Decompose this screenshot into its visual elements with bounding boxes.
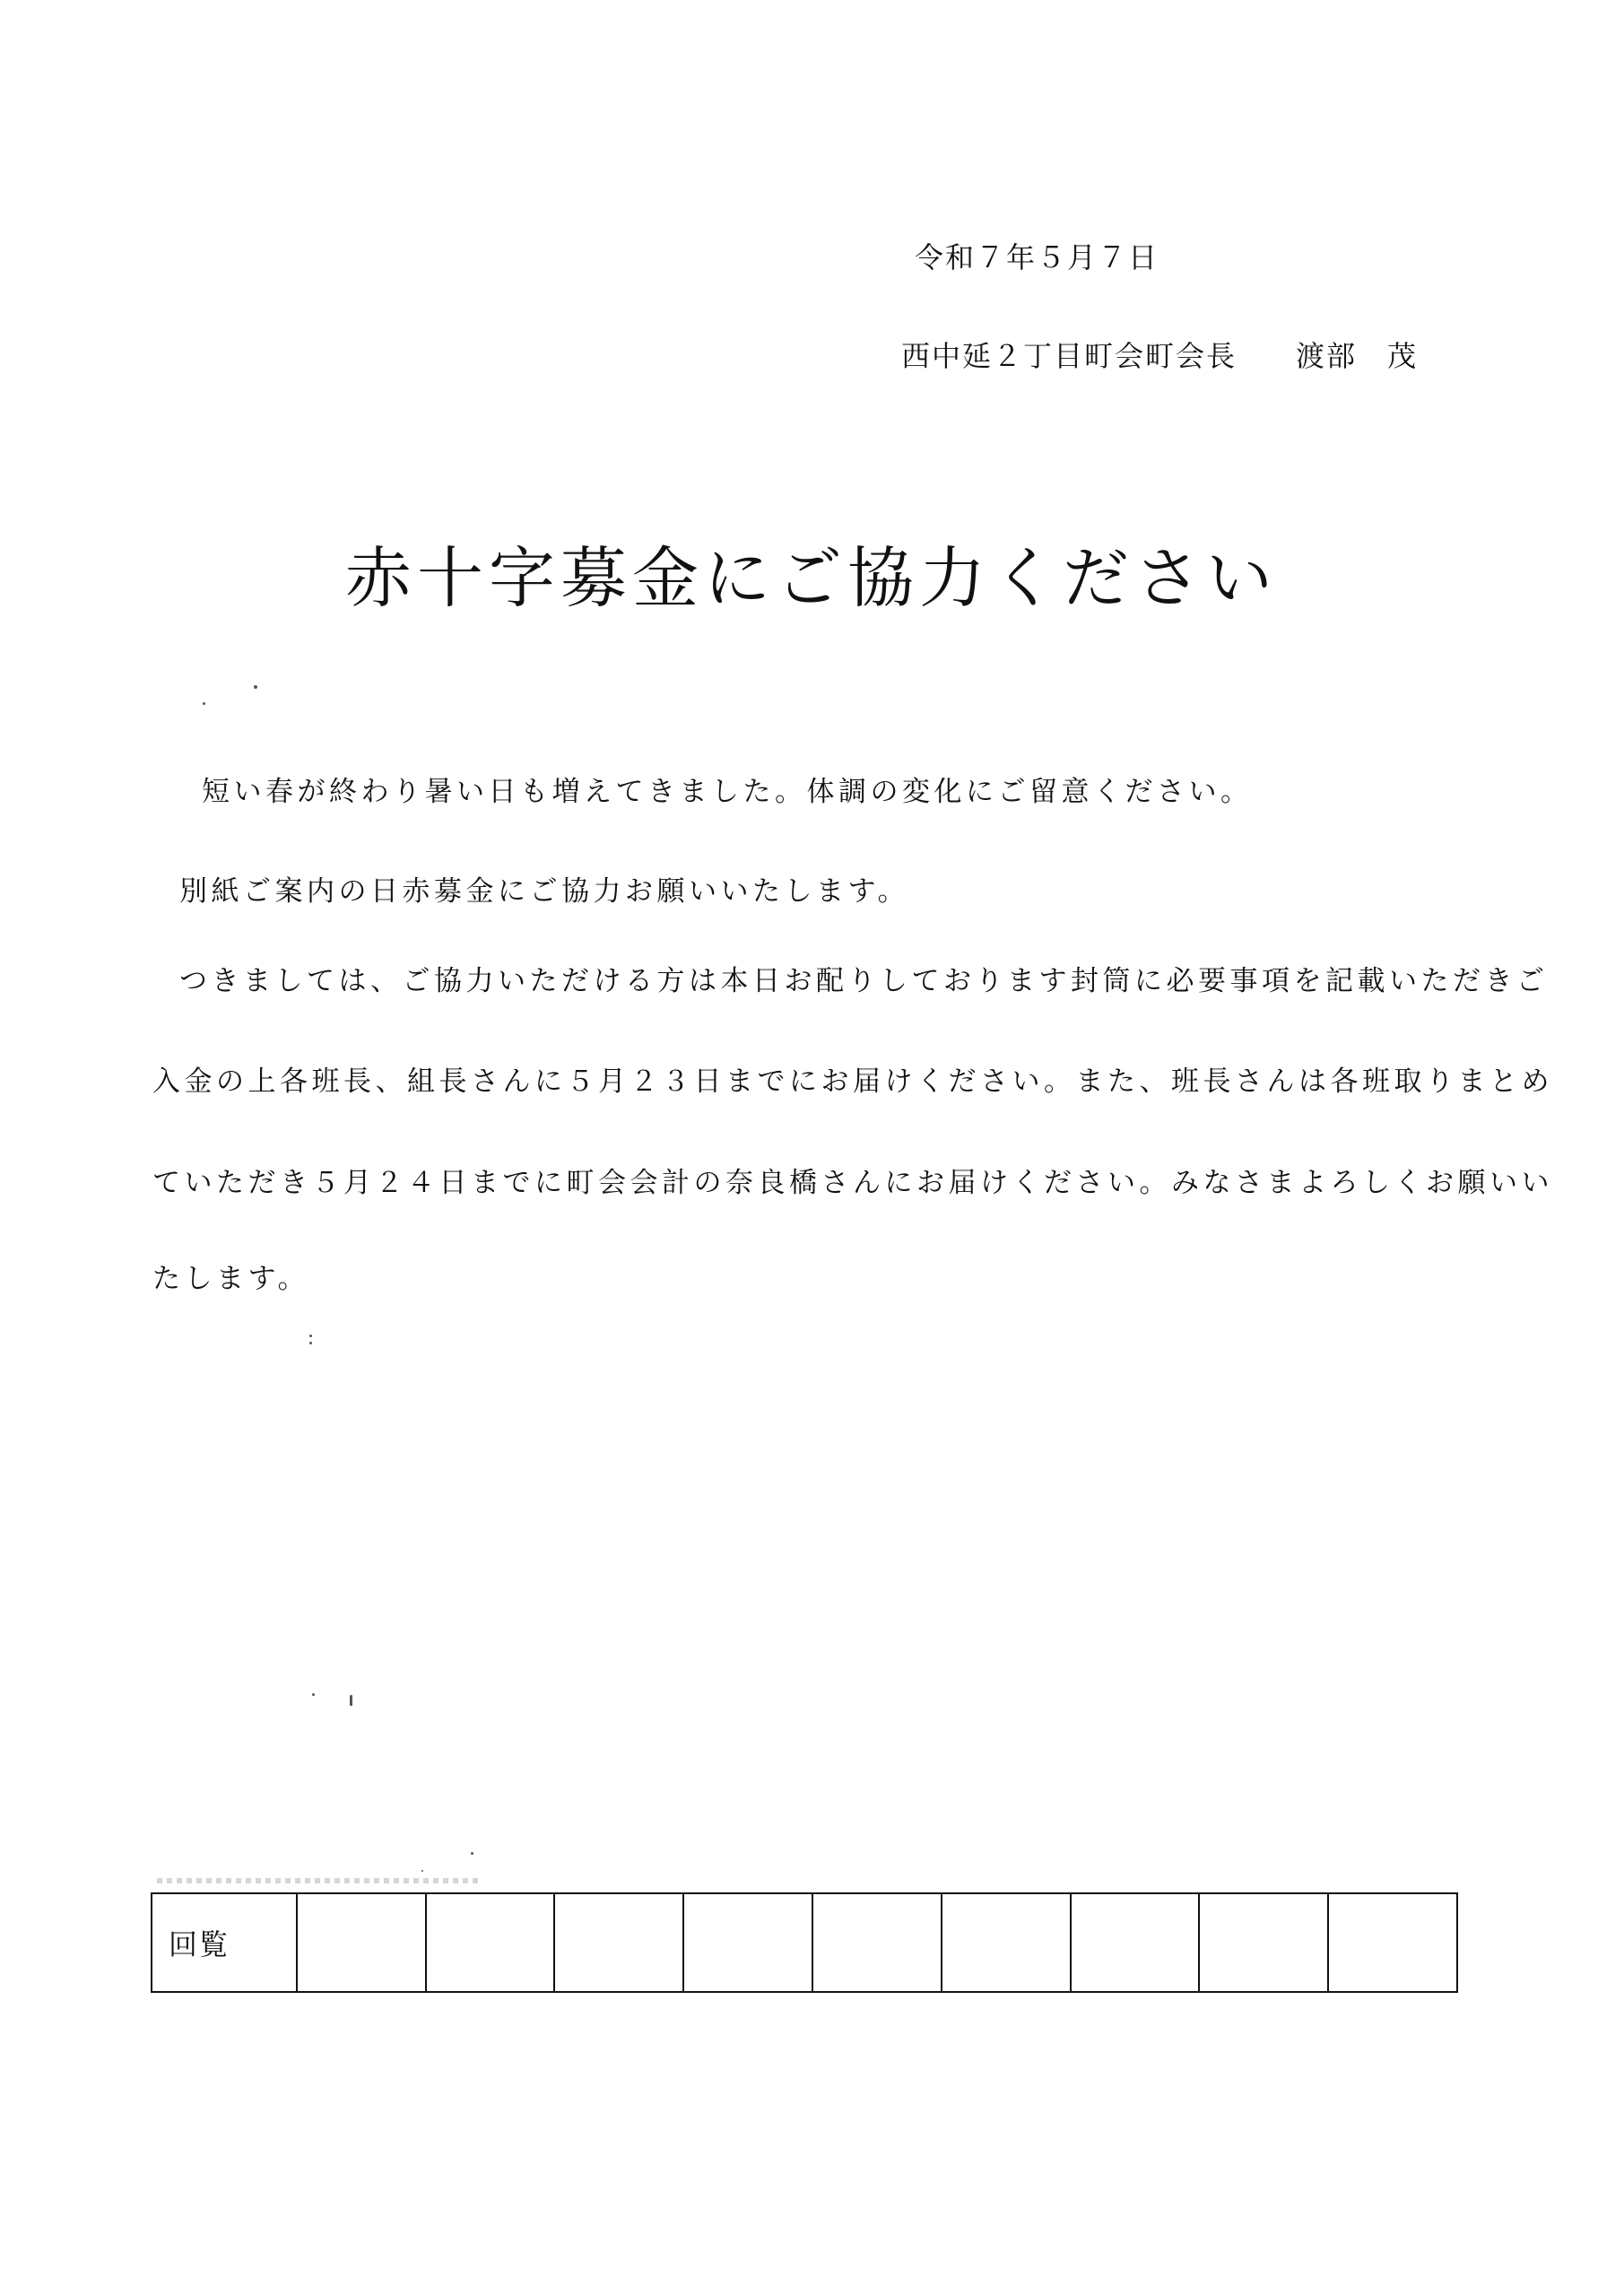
document-title: 赤十字募金にご協力ください	[345, 540, 1278, 617]
author-name: 渡部 茂	[1296, 339, 1419, 373]
circulation-stamp-cell	[296, 1894, 425, 1991]
circulation-stamp-cell	[1198, 1894, 1327, 1991]
circulation-stamp-cell	[812, 1894, 941, 1991]
scan-speck	[312, 1693, 315, 1696]
circulation-stamp-cell	[1070, 1894, 1199, 1991]
scan-speck	[309, 1342, 312, 1344]
body-line: つきましては、ご協力いただける方は本日お配りしております封筒に必要事項を記載いただきご	[179, 965, 1549, 997]
body-line: 短い春が終わり暑い日も増えてきました。体調の変化にご留意ください。	[202, 776, 1253, 808]
scan-speck	[309, 1335, 312, 1337]
circulation-stamp-cell	[553, 1894, 682, 1991]
scan-speck	[254, 685, 257, 689]
circulation-stamp-cell	[682, 1894, 812, 1991]
circulation-table	[151, 1892, 1458, 1993]
body-line: 別紙ご案内の日赤募金にご協力お願いいたします。	[179, 875, 910, 908]
body-line: たします。	[152, 1263, 310, 1295]
document-author	[901, 334, 1418, 375]
scan-speck	[471, 1852, 473, 1855]
scan-speck	[421, 1870, 423, 1872]
scan-speck	[350, 1695, 352, 1706]
body-line: ていただき５月２４日までに町会会計の奈良橋さんにお届けください。みなさまよろしくお願いい	[152, 1167, 1553, 1199]
scan-noise-strip	[157, 1878, 480, 1883]
author-organization: 西中延２丁目町会町会長	[901, 339, 1238, 373]
body-line: 入金の上各班長、組長さんに５月２３日までにお届けください。また、班長さんは各班取りまとめ	[152, 1065, 1553, 1098]
circulation-stamp-cell	[425, 1894, 554, 1991]
circulation-stamp-cell	[1327, 1894, 1456, 1991]
document-date: 令和７年５月７日	[915, 240, 1159, 274]
scan-speck	[203, 702, 205, 705]
circulation-stamp-cell	[941, 1894, 1070, 1991]
circulation-label: 回覧	[169, 1927, 230, 1961]
